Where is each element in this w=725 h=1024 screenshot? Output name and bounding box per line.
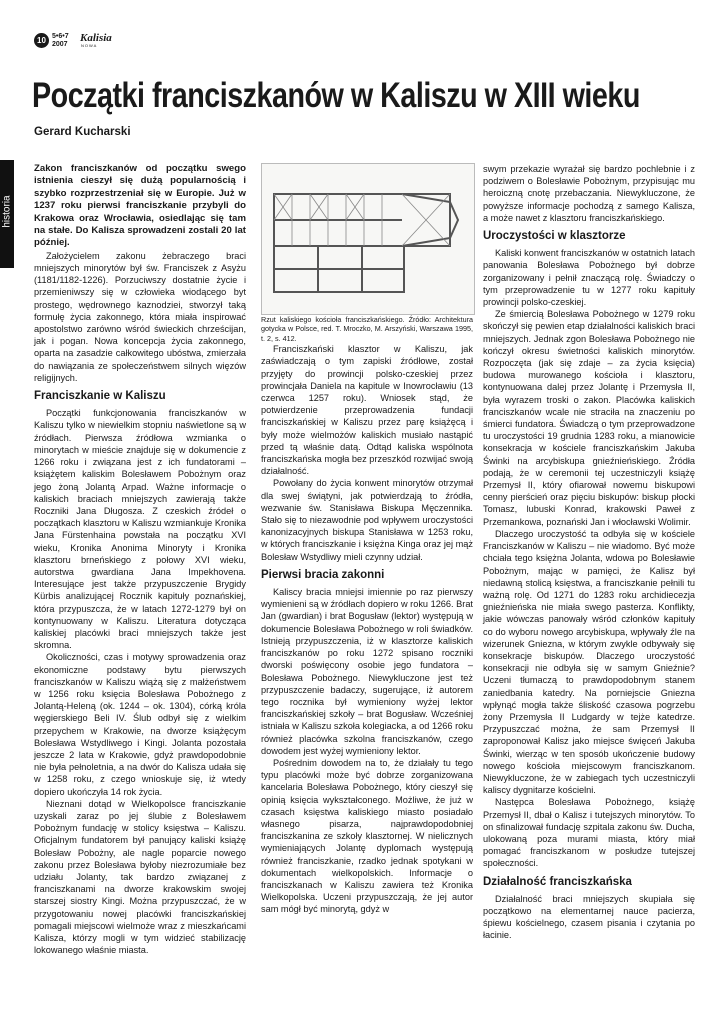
church-plan-figure bbox=[261, 163, 475, 315]
column-3 bbox=[483, 163, 695, 942]
article-title: Początki franciszkanów w Kaliszu w XIII wieku bbox=[32, 76, 640, 115]
paragraph: Pośrednim dowodem na to, że działały tu tego typu placówki może być dobrze zorganizowana kancelaria Bolesława Pobożnego, który cieszył się opinią księcia wykształconego. Możliwe, że już w czasach księstwa kaliskiego miasto posiadało własnego pisarza, najprawdopodobniej franciszkanina ze szkoły klasztornej. W nielicznych wymieniających Jolantę dyplomach występują również franciszkanie, rzadko jednak spotykani w dokumentach wielkopolskich. Informacje o franciszkanach w Kaliszu zawiera też Kronika Wielkopolska. Uczeni przypuszczają, że jej autor sam mógł być minorytą, gdyż w bbox=[261, 757, 473, 915]
issue-line-2: 2007 bbox=[52, 41, 68, 48]
issue-line-1: 5•6•7 bbox=[52, 33, 69, 40]
paragraph: swym przekazie wyrażał się bardzo pochlebnie i z podziwem o Bolesławie Pobożnym, przypisując mu heroiczną cnotę przebaczania. Niewykluczone, że powyższe informacje pochodzą z samego Kalisza, a może nawet z klasztoru franciszkańskiego. bbox=[483, 164, 695, 223]
paragraph: Założycielem zakonu żebraczego braci mniejszych minorytów był św. Franciszek z Asyżu (1181/1182-1226). Porzuciwszy dostatnie życie i przemieniwszy się w człowieka wiodącego byt prostego, wędrownego kaznodziei, stworzył taką formułę życia zakonnego, która miała inspirować apostolstwo zarówno wśród świeckich chrześcijan, jak i pogan. Nowa koncepcja życia zakonnego, oparta na zasadzie całkowitego ubóstwa, zmierzała do nawiązania ze społeczeństwem silnych więzów religijnych. bbox=[34, 250, 246, 383]
article-author: Gerard Kucharski bbox=[34, 126, 131, 138]
subheading: Działalność franciszkańska bbox=[483, 875, 632, 888]
paragraph: Następca Bolesława Pobożnego, książę Przemysł II, dbał o Kalisz i tutejszych minorytów. To on sfinalizował fundację szpitala zakonu św. Ducha, ulokowaną poza murami miasta, który miał pomagać franciszkanom w posłudze tutejszej społeczności. bbox=[483, 797, 695, 869]
section-tab-label: historia bbox=[1, 195, 13, 228]
paragraph: Dlaczego uroczystość ta odbyła się w kościele Franciszkanów w Kaliszu – nie wiadomo. Być może chciała tego księżna Jolanta, wdowa po Bolesławie Pobożnym, mając w pamięci, że Kalisz był niedawną stolicą księstwa, a franciszkanie pełnili tu ważną rolę. Od 1271 do 1283 roku archidiecezja gnieźnieńska nie miała swego pasterza. Konflikty, jakie wówczas panowały wśród członków kapituły co do wyboru nowego arcybiskupa, wpływały źle na wizerunek Gniezna, w którym zwykle odbywały się konsekracje biskupów. Dlaczego uroczystość konsekracji nie odbyła się w samym Gnieźnie? Uczeni tłumaczą to prawdopodobnym stanem zaniedbania katedry. Na porniejscie Gniezna wpłynąć mogła także śliskość czasowa pogrzebu żony Przemysła II Ludgardy w tejże katedrze. Przypuszczać można, że sam Przemysł II zaproponował Kalisz jako miejsce święceń Jakuba Świnki, wierząc w ten sposób ukończenie budowy nowego kościoła miejscowym franciszkanom. Niewykluczone, że w zabiegach tych uczestniczyli kaliscy dygnitarze kościelni. bbox=[483, 528, 695, 796]
column-2 bbox=[261, 163, 473, 916]
subheading: Franciszkanie w Kaliszu bbox=[34, 390, 166, 403]
paragraph: Franciszkański klasztor w Kaliszu, jak zaświadczają o tym zapiski źródłowe, został przyjęty do prowincji polsko-czeskiej przez prowincjała Daniela na kapitule w Inowrocławiu (13 czerwca 1257 roku). Wniosek stąd, że potwierdzenie przeprowadzenia fundacji franciszkańskiej w Kaliszu przez parę książęcą i były może wielmożów kaliskich musiało nastąpić przed tą właśnie datą. Odtąd kaliska wspólnota franciszkańska mogła bez przeszkód rozwijać swoją działalność. bbox=[261, 344, 473, 477]
paragraph: Kaliski konwent franciszkanów w ostatnich latach panowania Bolesława Pobożnego był dobrze zorganizowany i pełnił znaczącą rolę. Świadczy o tym przeprowadzenie tu w 1277 roku kapituły prowincji polsko-czeskiej. bbox=[483, 248, 695, 308]
figure-caption: Rzut kaliskiego kościoła franciszkańskiego. Źródło: Architektura gotycka w Polsce, red. T. Mroczko, M. Arszyński, Warszawa 1995, t. 2, s. 412. bbox=[261, 315, 473, 343]
paragraph: Okoliczności, czas i motywy sprowadzenia oraz ekonomiczne podstawy bytu pierwszych franciszkanów w Kaliszu wiążą się z małżeństwem w 1256 roku księcia Bolesława Pobożnego z Jolantą-Heleną (ok. 1244 – ok. 1304), córką króla węgierskiego Beli IV. Ślub odbył się z wielkim przepychem w Krakowie, na dworze książęcym Bolesława Wstydliwego i Kingi. Jolanta pozostała jeszcze 2 lata w Krakowie, gdyż prawdopodobnie nie była pełnoletnia, a na dwór do Kalisza udała się w 1258 roku, z czego wnioskuje się, iż wtedy dopiero ukończyła 14 rok życia. bbox=[34, 652, 246, 797]
paragraph: Kaliscy bracia mniejsi imiennie po raz pierwszy wymienieni są w źródłach dopiero w roku 1266. Brat Jan (gwardian) i brat Bogusław (lektor) występują w dokumencie Bolesława Pobożnego w roli świadków. Istnieją przypuszczenia, iż w klasztorze kaliskich franciszkanów po roku 1272 spisano roczniki dworski poświęcony osobie jego fundatora – Bolesława Pobożnego. Niewykluczone jest też przypuszczenie badaczy, sugerujące, iż autorem tego rocznika był wymieniony wyżej lektor franciszkańskiej szkoły – brat Bogusław. Wcześniej istniała w Kaliszu szkoła kolegiacka, a od 1266 roku również placówka szkolna franciszkanów, czego dowodem jest wyżej wymieniony lektor. bbox=[261, 587, 473, 756]
column-1 bbox=[34, 163, 246, 956]
paragraph: Działalność braci mniejszych skupiała się początkowo na elementarnej nauce pacierza, śpiewu kościelnego, czasem pisania i czytania po łacinie. bbox=[483, 893, 695, 941]
subheading: Pierwsi bracia zakonni bbox=[261, 568, 385, 581]
paragraph: Powołany do życia konwent minorytów otrzymał dla swej świątyni, jak potwierdzają to źródła, wezwanie św. Stanisława Biskupa Męczennika. Stało się to niezawodnie pod wpływem uroczystości kanonizacyjnych biskupa Stanisława w 1253 roku, w których franciszkanie i księżna Kinga oraz jej mąż Bolesław Wstydliwy mieli czynny udział. bbox=[261, 478, 473, 562]
paragraph: Początki funkcjonowania franciszkanów w Kaliszu tylko w niewielkim stopniu naświetlone są w źródłach. Pierwsza źródłowa wzmianka o minorytach w mieście znajduje się w dokumencie z 1266 roku i związana jest z ich fundatorami – książętem kaliskim Bolesławem Pobożnym oraz jego żoną Jolantą Arpad. Ważne informacje o kaliskich braciach mniejszych zawierają także Roczniki Jana Długosza. Z czeskich źródeł o początkach klasztoru w Kaliszu wzmiankuje Kronika Jana Fürstenhaina powstała na początku XVI wieku, Kronika Anonima Minoryty i Kronika klasztoru brneńskiego z połowy XVI wieku, autorstwa gwardiana Jana Impekhovena. Interesujące jest także przypuszczenie Brygidy Kürbis analizującej Rocznik kapituły poznańskiej, która przypuszcza, że w latach 1272-1279 był on kontynuowany w Kaliszu. Literatura dotycząca kaliskiej placówki braci mniejszych także jest skromna. bbox=[34, 408, 246, 651]
section-tab bbox=[0, 160, 14, 268]
paragraph: Nieznani dotąd w Wielkopolsce franciszkanie uzyskali zaraz po jej ślubie z Bolesławem Pobożnym fundację w stolicy księstwa – Kaliszu. Oficjalnym fundatorem był panujący kaliski książę Bolesław Pobożny, ale nagle poparcie nowego zakonu przez Bolesława byłoby niezrozumiałe bez udziału Jolanty, tak bardzo związanej z franciszkanami na dworze krakowskim swojej starszej siostry Kingi. Można przypuszczać, że w przygotowaniu nowej placówki franciszkańskiej pomagali miejscowi wielmoże wraz z mieszkańcami Kalisza, którzy mogli w tym widzieć stabilizację lokowanego właśnie miasta. bbox=[34, 798, 246, 956]
page-number: 10 bbox=[34, 33, 49, 48]
church-floor-plan-drawing bbox=[262, 164, 474, 314]
paragraph: Ze śmiercią Bolesława Pobożnego w 1279 roku skończył się pewien etap działalności kaliskich braci mniejszych. Jednak zgon Bolesława Pobożnego nie kończył okresu świetności kaliskich minorytów. Rozpoczęta (jak się zdaje – za życia księcia) budowa murowanego kościoła i klasztoru, kontynuowana dalej przez Jolantę i Przemysła II, była wyrazem troski o zakon. Placówka kaliskich franciszkanów wcale nie straciła na znaczeniu po śmierci fundatora. Świadczą o tym przeprowadzone tu uroczystości 19 grudnia 1283 roku, a mianowicie konsekracja w kościele franciszkańskim Jakuba Świnki na arcybiskupa gnieźnieńskiego. Źródła podają, że w ceremonii tej uczestniczyli książę Przemysł II, który ofiarował nowemu biskupowi cenny pierścień oraz pięciu biskupów: biskup płocki Tomasz, lubuski Konrad, krakowski Paweł z Przemankowa, poznański Jan i włocławski Wolimir. bbox=[483, 309, 695, 527]
article-lead: Zakon franciszkanów od początku swego istnienia cieszył się dużą popularnością i szybko rozprzestrzeniał się w Europie. Już w 1237 roku pierwsi franciszkanie przybyli do Krakowa oraz Wrocławia, osiedlając się tam na stałe. Do Kalisza sprowadzeni zostali 20 lat później. bbox=[34, 163, 246, 249]
magazine-logo: Kalisia bbox=[80, 32, 112, 44]
subheading: Uroczystości w klasztorze bbox=[483, 230, 626, 243]
issue-number bbox=[52, 33, 69, 49]
magazine-logo-sub: NOWA bbox=[81, 43, 98, 48]
